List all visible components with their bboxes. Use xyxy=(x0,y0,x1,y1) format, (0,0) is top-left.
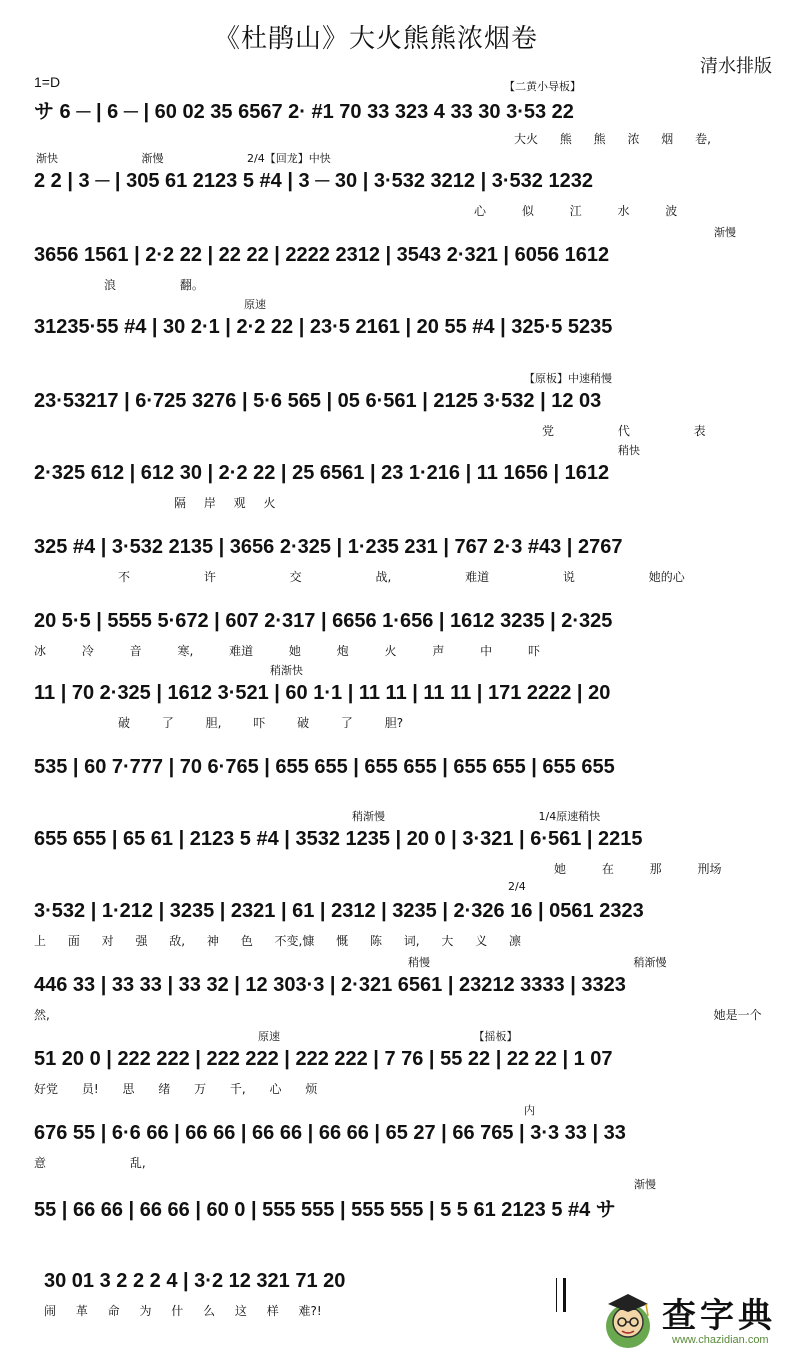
notation-line: 655 655 | 65 61 | 2123 5 #4 | 3532 1235 | 20 0 | 3·321 | 6·561 | 2215 xyxy=(34,827,643,850)
score-row xyxy=(34,1104,778,1174)
notation-line: 3·532 | 1·212 | 3235 | 2321 | 61 | 2312 | 3235 | 2·326 16 | 0561 2323 xyxy=(34,899,644,922)
score-row xyxy=(34,518,778,588)
notation-line: 20 5·5 | 5555 5·672 | 607 2·317 | 6656 1·656 | 1612 3235 | 2·325 xyxy=(34,609,613,632)
lyric-line: 党 代 表 xyxy=(542,424,706,438)
tempo-marks: 【原板】中速稍慢 xyxy=(524,372,612,384)
site-url[interactable]: www.chazidian.com xyxy=(672,1334,769,1346)
site-logo[interactable]: 查字典 xyxy=(662,1296,776,1336)
final-barline xyxy=(556,1278,566,1312)
tempo-marks: 内 xyxy=(524,1104,535,1116)
lyric-line: 闹 革 命 为 什 么 这 样 难?! xyxy=(44,1304,322,1318)
score-row xyxy=(34,298,778,368)
scholar-mascot-icon xyxy=(602,1290,654,1350)
lyric-line: 浪 翻。 xyxy=(104,278,204,292)
score-row xyxy=(44,1252,564,1322)
tempo-marks: 原速 【摇板】 xyxy=(258,1030,518,1042)
score-row xyxy=(34,1030,778,1100)
score-row xyxy=(34,810,778,880)
notation-line: 325 #4 | 3·532 2135 | 3656 2·325 | 1·235 231 | 767 2·3 #43 | 2767 xyxy=(34,535,623,558)
tempo-marks xyxy=(34,736,778,750)
score-row xyxy=(34,738,778,808)
lyric-line: 意 乱, xyxy=(34,1156,146,1170)
score-row xyxy=(34,226,778,296)
arranger-credit: 清水排版 xyxy=(700,56,772,77)
notation-line: 23·53217 | 6·725 3276 | 5·6 565 | 05 6·561 | 2125 3·532 | 12 03 xyxy=(34,389,602,412)
tempo-marks: 稍快 xyxy=(618,444,640,456)
lyric-line xyxy=(34,788,778,806)
lyric-line xyxy=(34,1228,778,1246)
notation-line: 55 | 66 66 | 66 66 | 60 0 | 555 555 | 555 555 | 5 5 61 2123 5 #4 サ xyxy=(34,1198,616,1221)
notation-line: 31235·55 #4 | 30 2·1 | 2·2 22 | 23·5 2161 | 20 55 #4 | 325·5 5235 xyxy=(34,315,613,338)
tempo-marks: 渐快 渐慢 2/4【回龙】中快 xyxy=(36,152,331,164)
tempo-marks: 【二黄小导板】 xyxy=(504,80,581,92)
score-row xyxy=(34,372,778,442)
tempo-marks xyxy=(44,1250,564,1264)
score-row xyxy=(34,664,778,734)
lyric-line: 不 许 交 战, 难道 说 她的心 xyxy=(118,570,685,584)
lyric-line: 心 似 江 水 波 xyxy=(474,204,678,218)
tempo-marks: 渐慢 xyxy=(634,1178,656,1190)
notation-line: 51 20 0 | 222 222 | 222 222 | 222 222 | 7 76 | 55 22 | 22 22 | 1 07 xyxy=(34,1047,613,1070)
lyric-line: 隔 岸 观 火 xyxy=(174,496,276,510)
lyric-line: 她 在 那 刑场 xyxy=(554,862,722,876)
lyric-line: 冰 冷 音 寒, 难道 她 炮 火 声 中 吓 xyxy=(34,644,540,658)
notation-line: 535 | 60 7·777 | 70 6·765 | 655 655 | 655 655 | 655 655 | 655 655 xyxy=(34,755,615,778)
score-row xyxy=(34,80,778,150)
tempo-marks: 原速 xyxy=(244,298,266,310)
score-row xyxy=(34,1178,778,1248)
tempo-marks xyxy=(34,590,778,604)
score-row xyxy=(34,956,778,1026)
notation-line: 676 55 | 6·6 66 | 66 66 | 66 66 | 66 66 | 65 27 | 66 765 | 3·3 33 | 33 xyxy=(34,1121,626,1144)
lyric-line: 然, 她是一个 xyxy=(34,1008,762,1022)
lyric-line xyxy=(34,348,778,366)
notation-line: 3656 1561 | 2·2 22 | 22 22 | 2222 2312 | 3543 2·321 | 6056 1612 xyxy=(34,243,610,266)
lyric-line: 破 了 胆, 吓 破 了 胆? xyxy=(118,716,404,730)
song-title: 《杜鹃山》大火熊熊浓烟卷 xyxy=(213,24,538,54)
tempo-marks xyxy=(34,516,778,530)
notation-line: 2 2 | 3 ─ | 305 61 2123 5 #4 | 3 ─ 30 | 3·532 3212 | 3·532 1232 xyxy=(34,169,593,192)
notation-line: 446 33 | 33 33 | 33 32 | 12 303·3 | 2·321 6561 | 23212 3333 | 3323 xyxy=(34,973,626,996)
score-row xyxy=(34,882,778,952)
tempo-marks: 稍渐慢 1/4原速稍快 xyxy=(352,810,601,822)
lyric-line: 上 面 对 强 敌, 神 色 不变,慷 慨 陈 词, 大 义 凛 xyxy=(34,934,522,948)
lyric-line: 好党 员! 思 绪 万 千, 心 烦 xyxy=(34,1082,318,1096)
lyric-line: 大火 熊 熊 浓 烟 卷, xyxy=(514,132,711,146)
score-row xyxy=(34,152,778,222)
notation-line: サ 6 ─ | 6 ─ | 60 02 35 6567 2· #1 70 33 323 4 33 30 3·53 22 xyxy=(34,100,574,123)
tempo-marks: 2/4 xyxy=(508,880,526,893)
tempo-marks: 稍慢 稍渐慢 xyxy=(408,956,667,968)
score-row xyxy=(34,592,778,662)
key-signature: 1=D xyxy=(34,74,61,90)
notation-line: 2·325 612 | 612 30 | 2·2 22 | 25 6561 | 23 1·216 | 11 1656 | 1612 xyxy=(34,461,610,484)
tempo-marks: 渐慢 xyxy=(714,226,736,238)
notation-line: 11 | 70 2·325 | 1612 3·521 | 60 1·1 | 11 11 | 11 11 | 171 2222 | 20 xyxy=(34,681,611,704)
score-row xyxy=(34,444,778,514)
notation-line: 30 01 3 2 2 2 4 | 3·2 12 321 71 20 xyxy=(44,1269,346,1292)
tempo-marks: 稍渐快 xyxy=(270,664,303,676)
